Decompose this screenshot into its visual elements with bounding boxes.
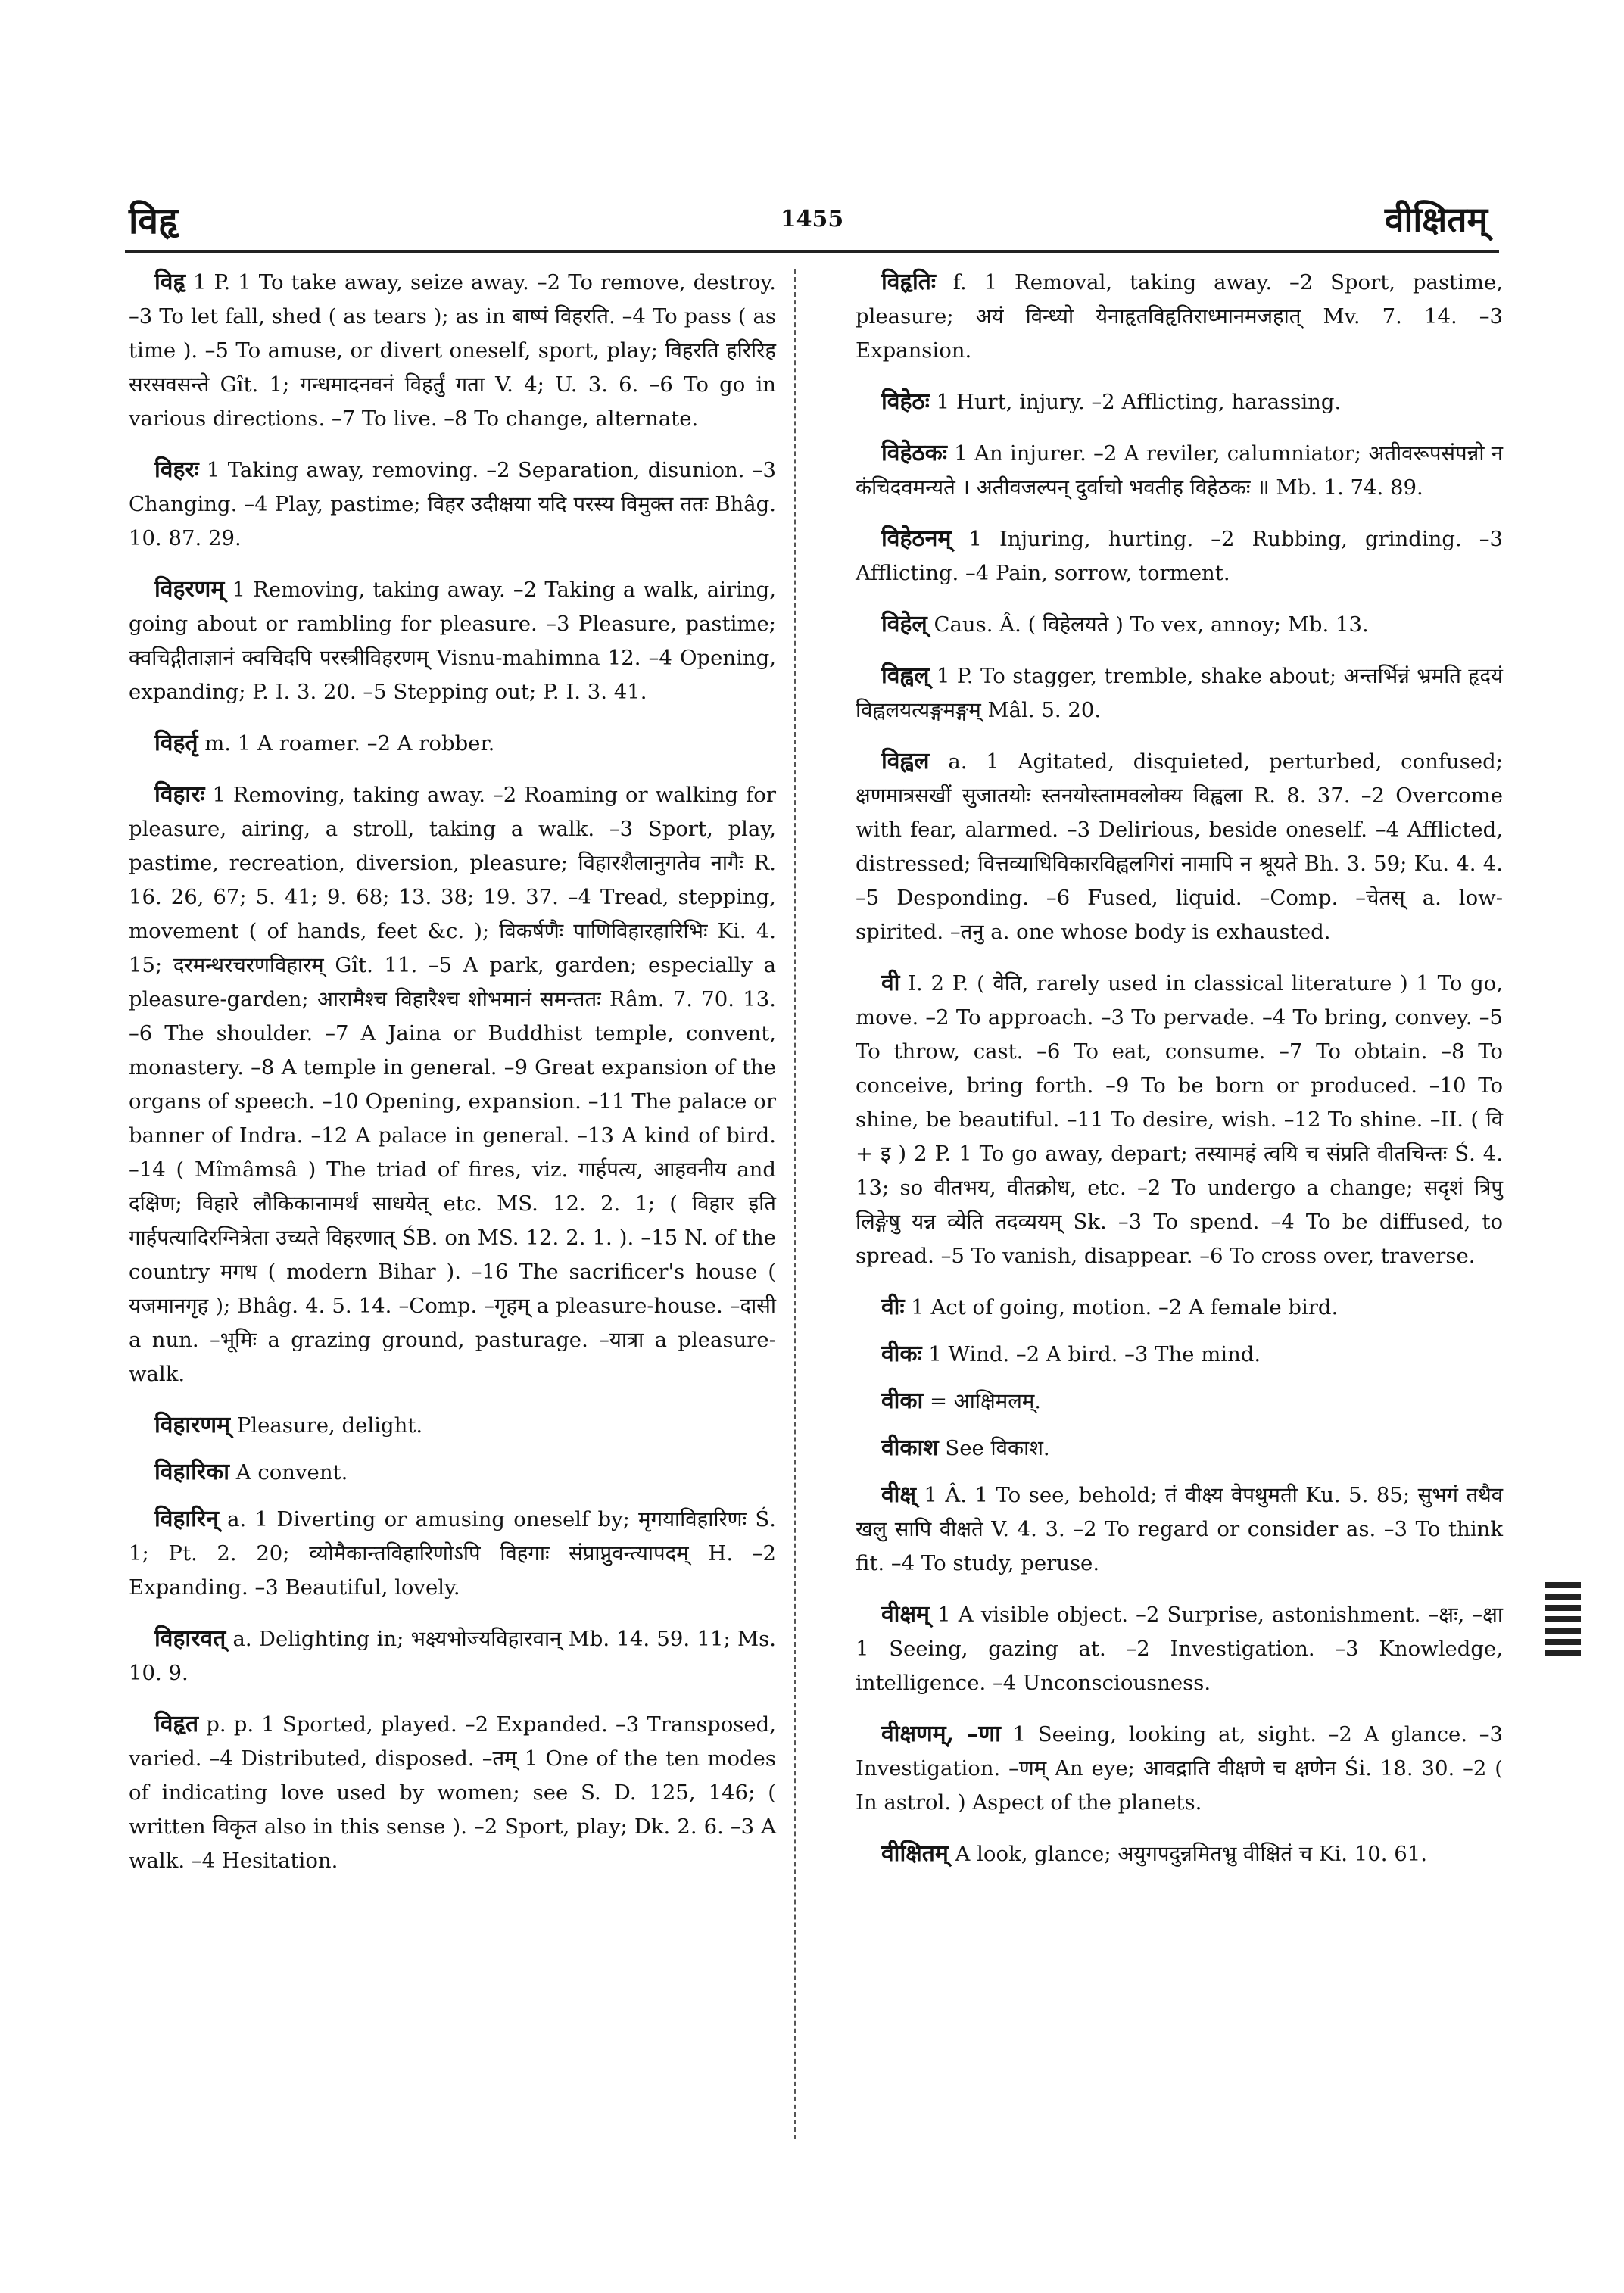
header-right-word: वीक्षितम् (1384, 199, 1488, 240)
header-rule (125, 250, 1499, 253)
entry-text: 1 Hurt, injury. –2 Afflicting, harassing. (936, 390, 1342, 414)
entry-text: f. 1 Removal, taking away. –2 Sport, pastime, pleasure; अयं विन्ध्यो येनाहृतविहृतिराध्मानमजहात् Mv. 7. 14. –3 Expansion. (856, 270, 1503, 363)
dictionary-entry (856, 966, 1503, 1273)
entry-text: 1 Act of going, motion. –2 A female bird. (911, 1295, 1339, 1319)
entry-headword: विहेठः (881, 388, 930, 415)
entry-headword: वीः (881, 1294, 905, 1320)
dictionary-entry (129, 265, 776, 436)
entry-text: 1 Removing, taking away. –2 Roaming or walking for pleasure, airing, a stroll, taking a walk. –3 Sport, play, pastime, recreation, diversion, pleasure; विहारशैलानुगतेव नागैः R. 16. 26, 67; 5. 41; 9. 68; 13. 38; 19. 37. –4 Tread, stepping, movement ( of hands, feet &c. ); विकर्षणैः पाणिविहारहारिभिः Ki. 4. 15; दरमन्थरचरणविहारम् Gît. 11. –5 A park, garden; especially a pleasure-garden; आरामैश्च विहारैश्च शोभमानं समन्ततः Râm. 7. 70. 13. –6 The shoulder. –7 A Jaina or Buddhist temple, convent, monastery. –8 A temple in general. –9 Great expansion of the organs of speech. –10 Opening, expansion. –11 The palace or banner of Indra. –12 A palace in general. –13 A kind of bird. –14 ( Mîmâmsâ ) The triad of fires, viz. गार्हपत्य, आहवनीय and दक्षिण; विहारे लौकिकानामर्थं साधयेत् etc. MS. 12. 2. 1; ( विहार इति गार्हपत्यादिरग्नित्रेता उच्यते विहरणात् ŚB. on MS. 12. 2. 1. ). –15 N. of the country मगध ( modern Bihar ). –16 The sacrificer's house ( यजमानगृह ); Bhâg. 4. 5. 14. –Comp. –गृहम् a pleasure-house. –दासी a nun. –भूमिः a grazing ground, pasturage. –यात्रा a pleasure-walk. (129, 783, 776, 1386)
entry-headword: विह्वल् (881, 662, 930, 689)
entry-headword: वीक्ष् (881, 1481, 916, 1508)
dictionary-entry (856, 1717, 1503, 1820)
dictionary-entry (856, 265, 1503, 368)
entry-headword: विहेल् (881, 611, 927, 637)
entry-text: 1 P. To stagger, tremble, shake about; अन्तर्भिन्नं भ्रमति हृदयं विह्वलयत्यङ्गमङ्गम् Mâl. 5. 20. (856, 664, 1503, 722)
entry-headword: विहेठनम् (881, 525, 952, 552)
header-left-word: विहृ (129, 200, 179, 242)
dictionary-entry (129, 453, 776, 556)
dictionary-entry (129, 1622, 776, 1690)
entry-text: m. 1 A roamer. –2 A robber. (204, 731, 495, 756)
entry-headword: विहर्तृ (154, 730, 198, 756)
dictionary-entry (856, 436, 1503, 505)
entry-text: a. 1 Agitated, disquieted, perturbed, confused; क्षणमात्रसखीं सुजातयोः स्तनयोस्तामवलोक्य विह्वला R. 8. 37. –2 Overcome with fear, alarmed. –3 Delirious, beside oneself. –4 Afflicted, distressed; वित्तव्याधिविकारविह्वलगिरां नामापि न श्रूयते Bh. 3. 59; Ku. 4. 4. –5 Desponding. –6 Fused, liquid. –Comp. –चेतस् a. low-spirited. –तनु a. one whose body is exhausted. (856, 749, 1503, 944)
dictionary-entry (129, 1455, 776, 1490)
entry-text: Pleasure, delight. (236, 1413, 423, 1438)
entry-text: a. 1 Diverting or amusing oneself by; मृगयाविहारिणः Ś. 1; Pt. 2. 20; व्योमैकान्तविहारिणोऽपि विहगाः संप्राप्नुवन्त्यापदम् H. –2 Expanding. –3 Beautiful, lovely. (129, 1507, 776, 1600)
dictionary-entry (129, 1707, 776, 1878)
entry-text: 1 Â. 1 To see, behold; तं वीक्ष्य वेपथुमती Ku. 5. 85; सुभगं तथैव खलु सापि वीक्षते V. 4. 3. –2 To regard or consider as. –3 To think fit. –4 To study, peruse. (856, 1483, 1503, 1575)
dictionary-entry (856, 522, 1503, 590)
entry-text: a. Delighting in; भक्ष्यभोज्यविहारवान् Mb. 14. 59. 11; Ms. 10. 9. (129, 1627, 777, 1685)
entry-text: 1 Injuring, hurting. –2 Rubbing, grinding. –3 Afflicting. –4 Pain, sorrow, torment. (856, 527, 1504, 585)
entry-headword: वीकः (881, 1341, 922, 1367)
entry-headword: वीका (881, 1388, 924, 1414)
dictionary-entry (129, 726, 776, 761)
dictionary-entry (856, 607, 1503, 642)
entry-text: See विकाश. (945, 1436, 1050, 1460)
entry-headword: वीकाश (881, 1435, 939, 1461)
column-separator (794, 269, 796, 2139)
entry-text: Caus. Â. ( विहेलयते ) To vex, annoy; Mb. 13. (934, 612, 1369, 637)
entry-text: 1 Wind. –2 A bird. –3 The mind. (928, 1342, 1261, 1366)
dictionary-entry (856, 744, 1503, 949)
entry-text: 1 An injurer. –2 A reviler, calumniator; अतीवरूपसंपन्नो न कंचिदवमन्यते । अतीवजल्पन् दुर्वाचो भवतीह विहेठकः ॥ Mb. 1. 74. 89. (856, 441, 1503, 500)
dictionary-entry (129, 572, 776, 709)
entry-headword: विहृतिः (881, 269, 936, 295)
entry-text: A look, glance; अयुगपदुन्नमितभ्रु वीक्षितं च Ki. 10. 61. (955, 1842, 1427, 1866)
dictionary-entry (856, 385, 1503, 419)
page-number: 1455 (780, 206, 844, 232)
dictionary-entry (856, 1337, 1503, 1372)
dictionary-entry (129, 777, 776, 1391)
dictionary-entry (856, 1384, 1503, 1419)
margin-tab-mark (1545, 1582, 1581, 1664)
entry-headword: विहारणम् (154, 1412, 231, 1438)
entry-text: 1 Taking away, removing. –2 Separation, disunion. –3 Changing. –4 Play, pastime; विहर उदीक्षया यदि परस्य विमुक्त ततः Bhâg. 10. 87. 29. (129, 458, 777, 550)
entry-headword: विहरः (154, 456, 199, 483)
entry-headword: विहरणम् (154, 576, 225, 603)
dictionary-entry (856, 659, 1503, 727)
entry-headword: वीक्षम् (881, 1601, 930, 1628)
dictionary-entry (129, 1408, 776, 1443)
dictionary-entry (129, 1502, 776, 1605)
dictionary-entry (856, 1478, 1503, 1581)
entry-text: 1 A visible object. –2 Surprise, astonishment. –क्षः, –क्षा 1 Seeing, gazing at. –2 Investigation. –3 Knowledge, intelligence. –4 Unconsciousness. (856, 1603, 1503, 1695)
entry-headword: विहारिका (154, 1459, 229, 1485)
entry-headword: वीक्षितम् (881, 1840, 949, 1867)
entry-headword: विहारवत् (154, 1625, 226, 1652)
entry-headword: विहारिन् (154, 1506, 219, 1532)
entry-headword: वीक्षणम्, –णा (881, 1721, 1001, 1747)
right-column (856, 265, 1503, 1888)
entry-headword: विह्वल (881, 748, 930, 774)
left-column (129, 265, 776, 1895)
dictionary-entry (856, 1837, 1503, 1871)
entry-text: I. 2 P. ( वेति, rarely used in classical literature ) 1 To go, move. –2 To approach. –3 To pervade. –4 To bring, convey. –5 To throw, cast. –6 To eat, consume. –7 To obtain. –8 To conceive, bring forth. –9 To be born or produced. –10 To shine, be beautiful. –11 To desire, wish. –12 To shine. –II. ( वि + इ ) 2 P. 1 To go away, depart; तस्यामहं त्वयि च संप्रति वीतचिन्तः Ś. 4. 13; so वीतभय, वीतक्रोध, etc. –2 To undergo a change; सदृशं त्रिपु लिङ्गेषु यन्न व्येति तदव्ययम् Sk. –3 To spend. –4 To be diffused, to spread. –5 To vanish, disappear. –6 To cross over, traverse. (856, 971, 1503, 1268)
entry-headword: विहारः (154, 781, 205, 808)
entry-headword: वी (881, 970, 900, 996)
entry-headword: विहेठकः (881, 440, 947, 466)
dictionary-entry (856, 1597, 1503, 1700)
entry-text: A convent. (235, 1460, 348, 1485)
dictionary-entry (856, 1290, 1503, 1325)
entry-text: p. p. 1 Sported, played. –2 Expanded. –3 Transposed, varied. –4 Distributed, disposed. –तम् 1 One of the ten modes of indicating love used by women; see S. D. 125, 146; ( written विकृत also in this sense ). –2 Sport, play; Dk. 2. 6. –3 A walk. –4 Hesitation. (129, 1712, 776, 1873)
entry-headword: विहृ (154, 269, 185, 295)
dictionary-entry (856, 1431, 1503, 1466)
entry-text: 1 Seeing, looking at, sight. –2 A glance. –3 Investigation. –णम् An eye; आवद्राति वीक्षणे च क्षणेन Śi. 18. 30. –2 ( In astrol. ) Aspect of the planets. (856, 1722, 1503, 1815)
entry-text: 1 P. 1 To take away, seize away. –2 To remove, destroy. –3 To let fall, shed ( as tears ); as in बाष्पं विहरति. –4 To pass ( as time ). –5 To amuse, or divert oneself, sport, play; विहरति हरिरिह सरसवसन्ते Gît. 1; गन्धमादनवनं विहर्तुं गता V. 4; U. 3. 6. –6 To go in various directions. –7 To live. –8 To change, alternate. (129, 270, 777, 431)
entry-text: 1 Removing, taking away. –2 Taking a walk, airing, going about or rambling for pleasure. –3 Pleasure, pastime; क्वचिद्गीताज्ञानं क्वचिदपि परस्त्रीविहरणम् Visnu-mahimna 12. –4 Opening, expanding; P. I. 3. 20. –5 Stepping out; P. I. 3. 41. (129, 578, 776, 704)
entry-headword: विहृत (154, 1711, 199, 1737)
entry-text: = आक्षिमलम्. (930, 1389, 1042, 1413)
